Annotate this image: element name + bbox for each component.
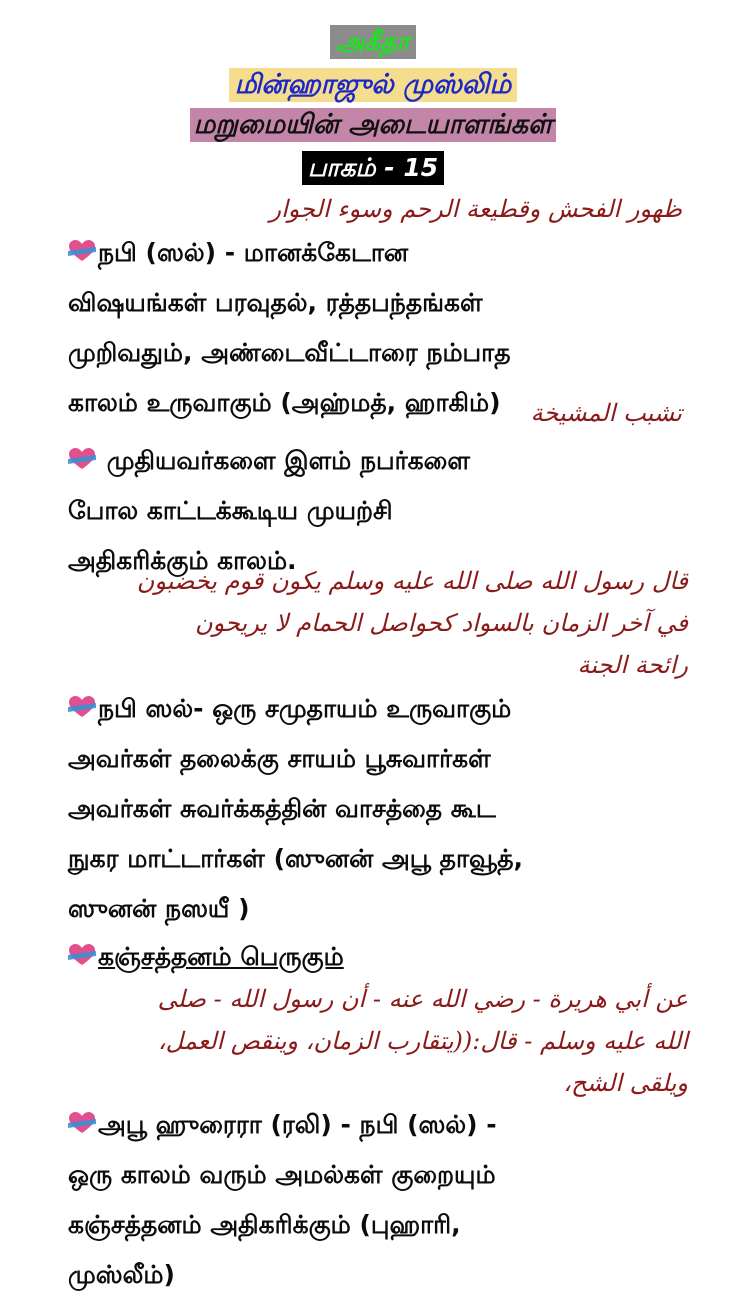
series-title-row [0, 68, 746, 102]
paragraph-line: அவர்கள் தலைக்கு சாயம் பூசுவார்கள் [68, 744, 491, 773]
category-label: அகீதா [330, 25, 415, 59]
arabic-hadith-1 [48, 560, 688, 686]
paragraph-line: நபி ஸல்- ஒரு சமுதாயம் உருவாகும் [68, 684, 708, 734]
hadith-line: قال رسول الله صلى الله عليه وسلم يكون قوم يخضبون [136, 567, 688, 595]
paragraph-line: அதிகரிக்கும் காலம். [68, 546, 297, 575]
arabic-heading-2: تشبب المشيخة [530, 399, 682, 427]
tamil-paragraph-3 [68, 684, 708, 934]
paragraph-line: ஒரு காலம் வரும் அமல்கள் குறையும் [68, 1160, 496, 1189]
arabic-heading-1: ظهور الفحش وقطيعة الرحم وسوء الجوار [269, 195, 682, 223]
tamil-heading-4 [68, 932, 708, 982]
paragraph-line: முஸ்லீம்) [68, 1260, 175, 1289]
paragraph-line: போல காட்டக்கூடிய முயற்சி [68, 496, 393, 525]
topic-title: மறுமையின் அடையாளங்கள் [190, 108, 557, 142]
hadith-line: الله عليه وسلم - قال:((يتقارب الزمان، وينقص العمل، [157, 1027, 688, 1055]
paragraph-line: ஸுனன் நஸயீ ) [68, 894, 250, 923]
hadith-line: في آخر الزمان بالسواد كحواصل الحمام لا يريحون [195, 609, 688, 637]
heart-ribbon-icon [68, 1111, 96, 1135]
hadith-line: عن أبي هريرة - رضي الله عنه - أن رسول الله - صلى [157, 985, 688, 1013]
paragraph-line [68, 932, 708, 982]
topic-title-row [0, 108, 746, 142]
paragraph-line: நபி (ஸல்) - மானக்கேடான [68, 228, 708, 278]
tamil-paragraph-4 [68, 1100, 708, 1300]
paragraph-line: காலம் உருவாகும் (அஹ்மத், ஹாகிம்) [68, 388, 501, 417]
category-label-row [0, 25, 746, 59]
series-title: மின்ஹாஜுல் முஸ்லிம் [229, 68, 518, 102]
heart-ribbon-icon [68, 695, 96, 719]
hadith-line: ويلقى الشح، [563, 1069, 688, 1097]
paragraph-line: முதியவர்களை இளம் நபர்களை [68, 436, 708, 486]
arabic-hadith-2 [48, 978, 688, 1104]
heart-ribbon-icon [68, 943, 96, 967]
heart-ribbon-icon [68, 239, 96, 263]
paragraph-line: அபூ ஹுரைரா (ரலி) - நபி (ஸல்) - [68, 1100, 708, 1150]
paragraph-line: விஷயங்கள் பரவுதல், ரத்தபந்தங்கள் [68, 288, 483, 317]
paragraph-line: அவர்கள் சுவர்க்கத்தின் வாசத்தை கூட [68, 794, 496, 823]
part-label-row [0, 151, 746, 185]
heart-ribbon-icon [68, 447, 96, 471]
paragraph-line: கஞ்சத்தனம் அதிகரிக்கும் (புஹாரி, [68, 1210, 461, 1239]
paragraph-line: நுகர மாட்டார்கள் (ஸுனன் அபூ தாவூத், [68, 844, 523, 873]
part-label: பாகம் - 15 [302, 151, 444, 185]
section-heading: கஞ்சத்தனம் பெருகும் [98, 942, 344, 971]
paragraph-line: முறிவதும், அண்டைவீட்டாரை நம்பாத [68, 338, 511, 367]
hadith-line: رائحة الجنة [577, 651, 688, 679]
